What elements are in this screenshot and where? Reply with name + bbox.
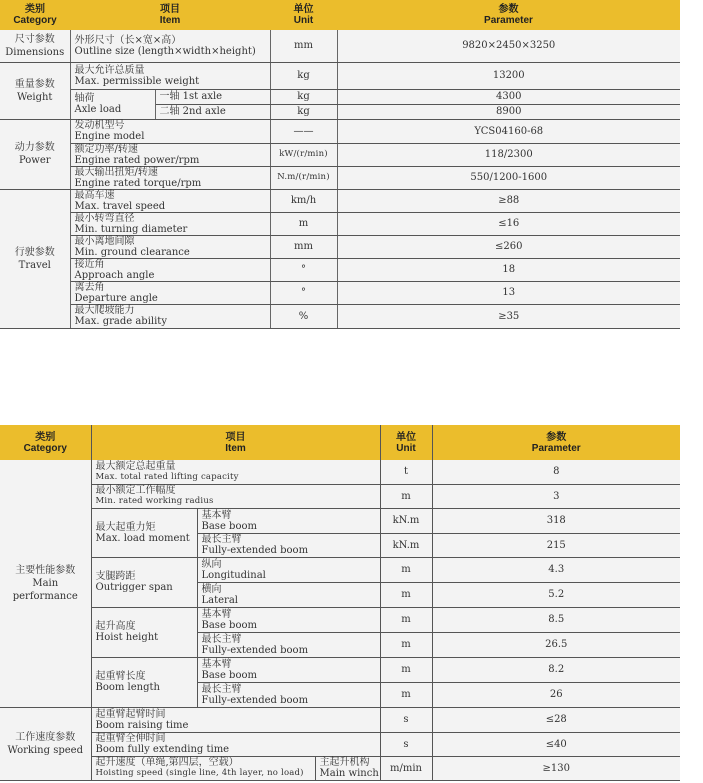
table-row: [0, 756, 680, 780]
item-en: Min. rated working radius: [95, 496, 214, 506]
item-en: Max. travel speed: [74, 200, 166, 212]
unit-cell: ——: [270, 119, 337, 143]
item-cn: 起重臂起臂时间: [95, 708, 166, 720]
category-en: performance: [12, 590, 78, 602]
value-cell: 8: [432, 460, 680, 484]
item-cn: 接近角: [74, 258, 105, 270]
table-row: [0, 62, 680, 89]
sub-item-cn: 纵向: [201, 558, 222, 570]
table-header: [0, 425, 680, 460]
sub-item-cell: [197, 533, 380, 557]
unit-cell: kg: [270, 89, 337, 104]
sub-item-cell: [197, 508, 380, 533]
sub-item-en: Lateral: [201, 594, 238, 606]
table-row: [0, 281, 680, 304]
item-cell: [70, 119, 270, 143]
header-unit: [270, 0, 337, 30]
item-cn: 起重臂长度: [95, 671, 146, 682]
sub-item-cell: 二轴 2nd axle: [155, 104, 270, 119]
item-cell: [91, 460, 380, 484]
unit-cell: m/min: [380, 756, 432, 780]
header-category-en: Category: [13, 15, 57, 26]
unit-cell: t: [380, 460, 432, 484]
table-row: [0, 89, 680, 104]
table-row: [0, 732, 680, 756]
value-cell: 118/2300: [337, 143, 680, 166]
item-en: Hoisting speed (single line, 4th layer, no load): [95, 768, 304, 778]
unit-cell: m: [380, 657, 432, 682]
header-param-en: Parameter: [484, 15, 533, 26]
header-unit-en: Unit: [396, 442, 416, 454]
value-cell: 8.5: [432, 607, 680, 632]
category-travel: [0, 189, 70, 328]
item-cell: [70, 30, 270, 62]
category-en: Power: [18, 155, 51, 166]
table-row: [0, 508, 680, 533]
item-en: Boom raising time: [95, 719, 189, 731]
sub-item-cell: [197, 607, 380, 632]
item-cn: 最小额定工作幅度: [95, 485, 176, 496]
sub-item-cn: 主起升机构: [319, 757, 370, 768]
sub-item-cn: 基本臂: [201, 658, 232, 670]
header-param-cn: 参数: [546, 431, 567, 443]
unit-cell: s: [380, 707, 432, 732]
category-main-performance: [0, 460, 91, 707]
table-row: [0, 166, 680, 189]
sub-item-cn: 最长主臂: [201, 633, 242, 645]
header-category-cn: 类别: [25, 4, 45, 15]
sub-item-en: Fully-extended boom: [201, 694, 309, 706]
header-category-en: Category: [23, 442, 67, 454]
item-cn: 最小转弯直径: [74, 212, 135, 224]
spec-table-chassis: [0, 0, 680, 329]
value-cell: ≤28: [432, 707, 680, 732]
table-row: [0, 30, 680, 62]
value-cell: ≤260: [337, 235, 680, 258]
sub-item-cn: 基本臂: [201, 509, 232, 521]
header-unit-cn: 单位: [396, 431, 416, 443]
item-en: Min. turning diameter: [74, 223, 188, 235]
item-cell: [91, 607, 197, 657]
table-row: [0, 304, 680, 328]
table-row: [0, 484, 680, 508]
item-cn: 最大起重力矩: [95, 521, 156, 533]
value-cell: ≥130: [432, 756, 680, 780]
table-row: [0, 707, 680, 732]
unit-cell: m: [380, 582, 432, 607]
header-category: [0, 0, 70, 30]
value-cell: 318: [432, 508, 680, 533]
item-cell: [70, 62, 270, 89]
item-en: Outline size (length×width×height): [74, 45, 256, 57]
item-cell: [70, 143, 270, 166]
item-cell: [70, 189, 270, 212]
value-cell: ≥88: [337, 189, 680, 212]
header-param-cn: 参数: [498, 4, 519, 15]
item-cell: [91, 756, 315, 780]
category-working-speed: [0, 707, 91, 780]
category-dimensions: [0, 30, 70, 62]
unit-cell: s: [380, 732, 432, 756]
item-cn: 最大输出扭矩/转速: [74, 166, 158, 178]
item-cn: 最高车速: [74, 189, 115, 201]
sub-item-en: Base boom: [201, 520, 257, 532]
sub-item-cn: 最长主臂: [201, 683, 242, 695]
unit-cell: °: [270, 281, 337, 304]
category-cn: 动力参数: [14, 142, 55, 153]
table-row: [0, 189, 680, 212]
value-cell: 18: [337, 258, 680, 281]
unit-cell: kg: [270, 62, 337, 89]
header-unit-cn: 单位: [293, 4, 314, 15]
item-cell: [91, 508, 197, 557]
table-row: [0, 119, 680, 143]
header-param-en: Parameter: [531, 442, 581, 454]
unit-cell: m: [270, 212, 337, 235]
header-parameter: [337, 0, 680, 30]
unit-cell: m: [380, 557, 432, 582]
item-en: Departure angle: [74, 292, 158, 304]
table-row: [0, 460, 680, 484]
unit-cell: kg: [270, 104, 337, 119]
value-cell: 550/1200-1600: [337, 166, 680, 189]
item-cell: [91, 707, 380, 732]
unit-cell: kN.m: [380, 533, 432, 557]
value-cell: 4300: [337, 89, 680, 104]
sub-item-cn: 基本臂: [201, 608, 232, 620]
item-en: Engine model: [74, 131, 145, 142]
item-cell: [70, 281, 270, 304]
item-en: Max. total rated lifting capacity: [95, 471, 239, 482]
unit-cell: m: [380, 484, 432, 508]
table-row: [0, 657, 680, 682]
category-cn: 尺寸参数: [14, 33, 55, 45]
value-cell: 9820×2450×3250: [337, 30, 680, 62]
header-item-en: Item: [225, 442, 246, 454]
unit-cell: kN.m: [380, 508, 432, 533]
category-cn: 重量参数: [14, 78, 55, 90]
category-en: Main: [32, 577, 59, 589]
item-en: Engine rated torque/rpm: [74, 177, 202, 189]
sub-item-cell: [197, 632, 380, 657]
item-cn: 支腿跨距: [95, 571, 136, 582]
unit-cell: N.m/(r/min): [270, 166, 337, 189]
item-cell: [70, 235, 270, 258]
item-en: Boom fully extending time: [95, 744, 230, 755]
sub-item-cell: [315, 756, 380, 780]
value-cell: 215: [432, 533, 680, 557]
sub-item-cn: 最长主臂: [201, 534, 242, 545]
item-cn: 发动机型号: [74, 120, 125, 131]
value-cell: 3: [432, 484, 680, 508]
item-cn: 最大额定总起重量: [95, 460, 176, 472]
value-cell: YCS04160-68: [337, 119, 680, 143]
item-en: Boom length: [95, 682, 160, 693]
item-cn: 最大允许总质量: [74, 64, 145, 76]
value-cell: 13200: [337, 62, 680, 89]
table-header: [0, 0, 680, 30]
unit-cell: %: [270, 304, 337, 328]
item-cn: 起升高度: [95, 621, 136, 632]
value-cell: 26.5: [432, 632, 680, 657]
table-row: [0, 557, 680, 582]
category-en: Working speed: [7, 744, 83, 756]
category-weight: [0, 62, 70, 119]
sub-item-cell: 一轴 1st axle: [155, 89, 270, 104]
item-cn: 最小离地间隙: [74, 235, 135, 247]
value-cell: 8900: [337, 104, 680, 119]
item-en: Approach angle: [74, 269, 155, 281]
item-cell: [70, 304, 270, 328]
item-en: Axle load: [74, 104, 122, 115]
item-cn: 最大爬坡能力: [74, 305, 135, 316]
category-power: [0, 119, 70, 189]
item-cell: [91, 557, 197, 607]
unit-cell: kW/(r/min): [270, 143, 337, 166]
item-cell: [70, 166, 270, 189]
category-en: Dimensions: [5, 46, 65, 58]
sub-item-en: Base boom: [201, 619, 257, 631]
item-cn: 外形尺寸（长×宽×高）: [74, 34, 182, 46]
item-cn: 起升速度（单绳,第四层，空载）: [95, 757, 239, 768]
header-item-cn: 项目: [160, 4, 180, 15]
item-en: Min. ground clearance: [74, 246, 190, 258]
sub-item-en: Fully-extended boom: [201, 545, 309, 556]
header-category-cn: 类别: [35, 431, 56, 443]
value-cell: 8.2: [432, 657, 680, 682]
table-row: [0, 235, 680, 258]
unit-cell: mm: [270, 235, 337, 258]
sub-item-cell: [197, 582, 380, 607]
sub-item-cell: [197, 557, 380, 582]
category-cn: 工作速度参数: [15, 731, 76, 743]
item-cell: [91, 484, 380, 508]
sub-item-en: Longitudinal: [201, 569, 266, 581]
header-item-cn: 项目: [225, 431, 246, 443]
unit-cell: m: [380, 607, 432, 632]
unit-cell: mm: [270, 30, 337, 62]
item-cell: [70, 212, 270, 235]
value-cell: 4.3: [432, 557, 680, 582]
item-cn: 离去角: [74, 281, 105, 293]
header-item-en: Item: [159, 15, 181, 26]
header-unit-en: Unit: [293, 15, 314, 26]
item-en: Engine rated power/rpm: [74, 154, 200, 166]
item-cn: 轴荷: [74, 93, 95, 104]
sub-item-cell: [197, 657, 380, 682]
table-row: [0, 212, 680, 235]
unit-cell: m: [380, 682, 432, 707]
item-cell: [91, 657, 197, 707]
spec-table-crane: [0, 425, 680, 781]
item-cell: [70, 258, 270, 281]
sub-item-en: Fully-extended boom: [201, 644, 309, 656]
header-category: [0, 425, 91, 460]
value-cell: 26: [432, 682, 680, 707]
unit-cell: °: [270, 258, 337, 281]
sub-item-en: Main winch: [319, 768, 379, 779]
item-en: Max. grade ability: [74, 316, 167, 327]
value-cell: ≤16: [337, 212, 680, 235]
value-cell: ≤40: [432, 732, 680, 756]
value-cell: 5.2: [432, 582, 680, 607]
table-row: [0, 143, 680, 166]
item-en: Max. load moment: [95, 532, 190, 544]
unit-cell: m: [380, 632, 432, 657]
unit-cell: km/h: [270, 189, 337, 212]
item-en: Hoist height: [95, 632, 159, 643]
category-cn: 主要性能参数: [15, 564, 76, 576]
category-en: Travel: [18, 259, 51, 271]
sub-item-cell: [197, 682, 380, 707]
item-en: Outrigger span: [95, 582, 173, 593]
item-cn: 额定功率/转速: [74, 143, 138, 155]
sub-item-cn: 横向: [201, 583, 222, 595]
header-parameter: [432, 425, 680, 460]
value-cell: 13: [337, 281, 680, 304]
item-cell: [91, 732, 380, 756]
item-cell: [70, 89, 155, 119]
category-cn: 行驶参数: [14, 246, 55, 258]
category-en: Weight: [17, 91, 53, 103]
table-row: [0, 607, 680, 632]
item-en: Max. permissible weight: [74, 75, 200, 87]
value-cell: ≥35: [337, 304, 680, 328]
header-unit: [380, 425, 432, 460]
header-item: [91, 425, 380, 460]
sub-item-en: Base boom: [201, 669, 257, 681]
header-item: [70, 0, 270, 30]
item-cn: 起重臂全伸时间: [95, 733, 166, 744]
table-row: [0, 258, 680, 281]
